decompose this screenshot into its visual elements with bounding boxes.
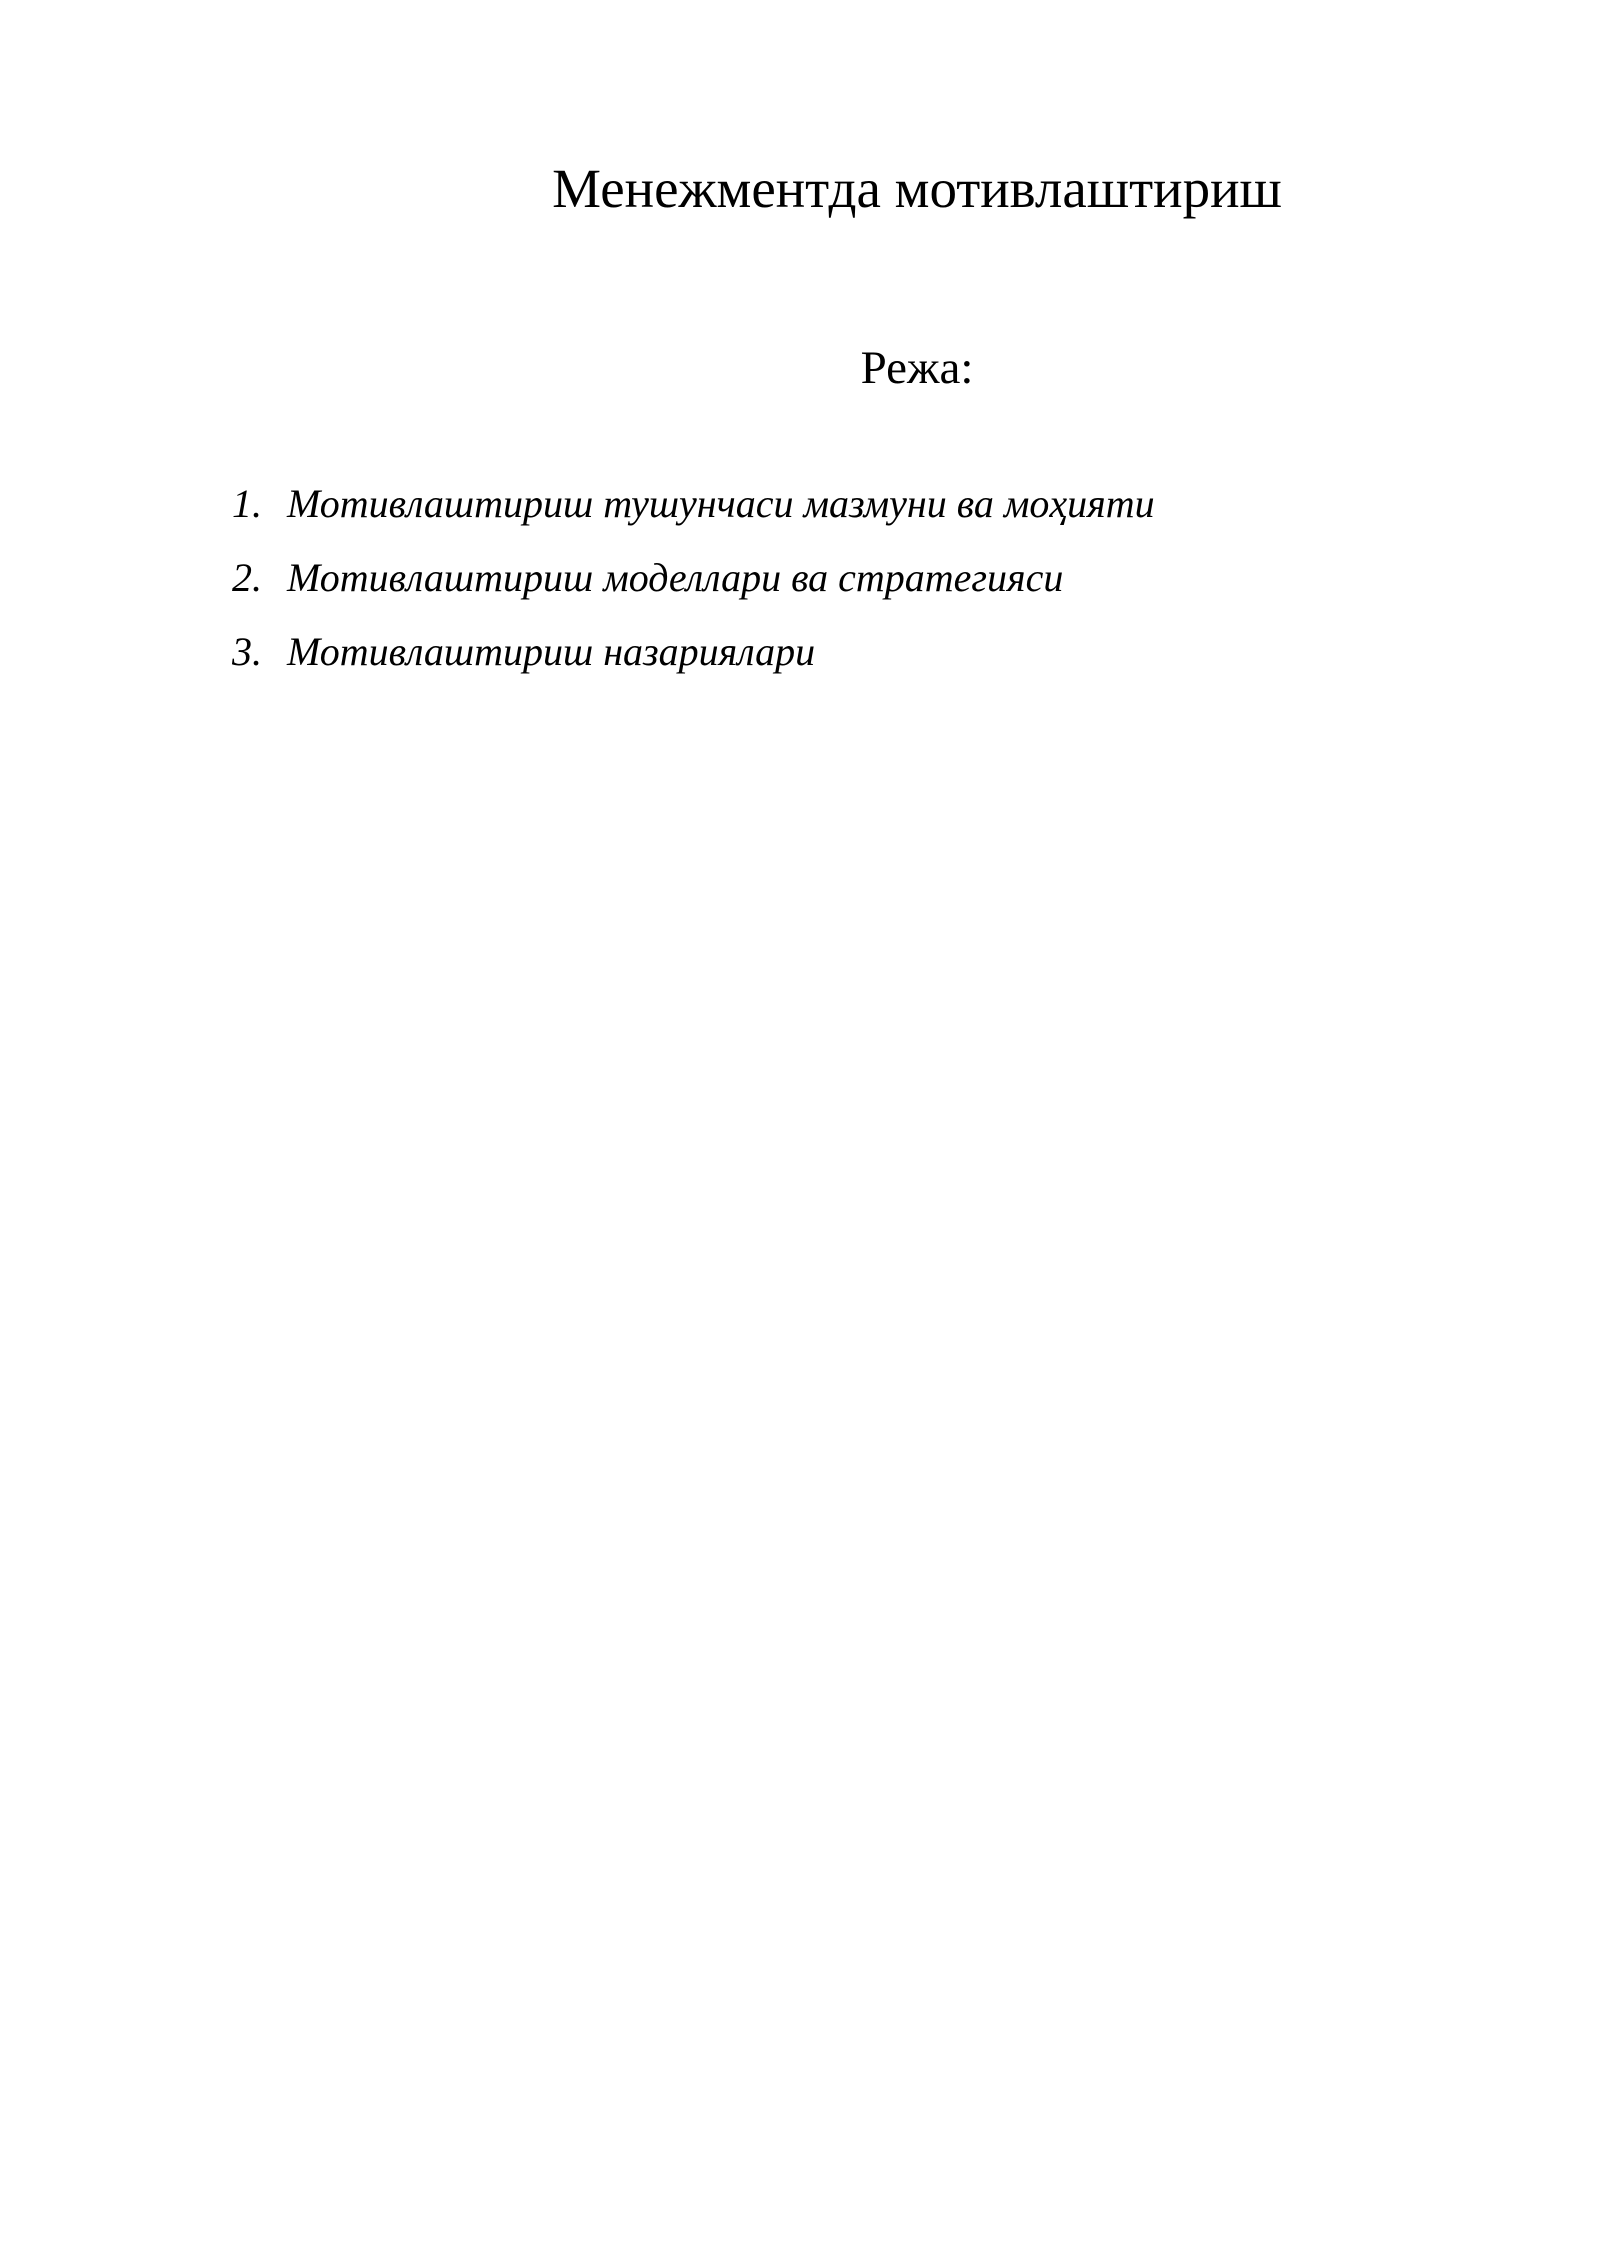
plan-heading: Режа:	[860, 342, 974, 394]
plan-item	[232, 554, 1155, 628]
plan-item-text: Мотивлаштириш назариялари	[287, 629, 816, 674]
plan-item	[232, 480, 1155, 554]
plan-item-number: 1.	[232, 481, 262, 526]
plan-item-number: 3.	[232, 629, 262, 674]
plan-item-text: Мотивлаштириш моделлари ва стратегияси	[287, 555, 1064, 600]
plan-item	[232, 628, 1155, 702]
plan-item-number: 2.	[232, 555, 262, 600]
plan-item-text: Мотивлаштириш тушунчаси мазмуни ва моҳияти	[287, 481, 1155, 526]
plan-list	[232, 480, 1155, 702]
document-title: Менежментда мотивлаштириш	[552, 158, 1282, 219]
